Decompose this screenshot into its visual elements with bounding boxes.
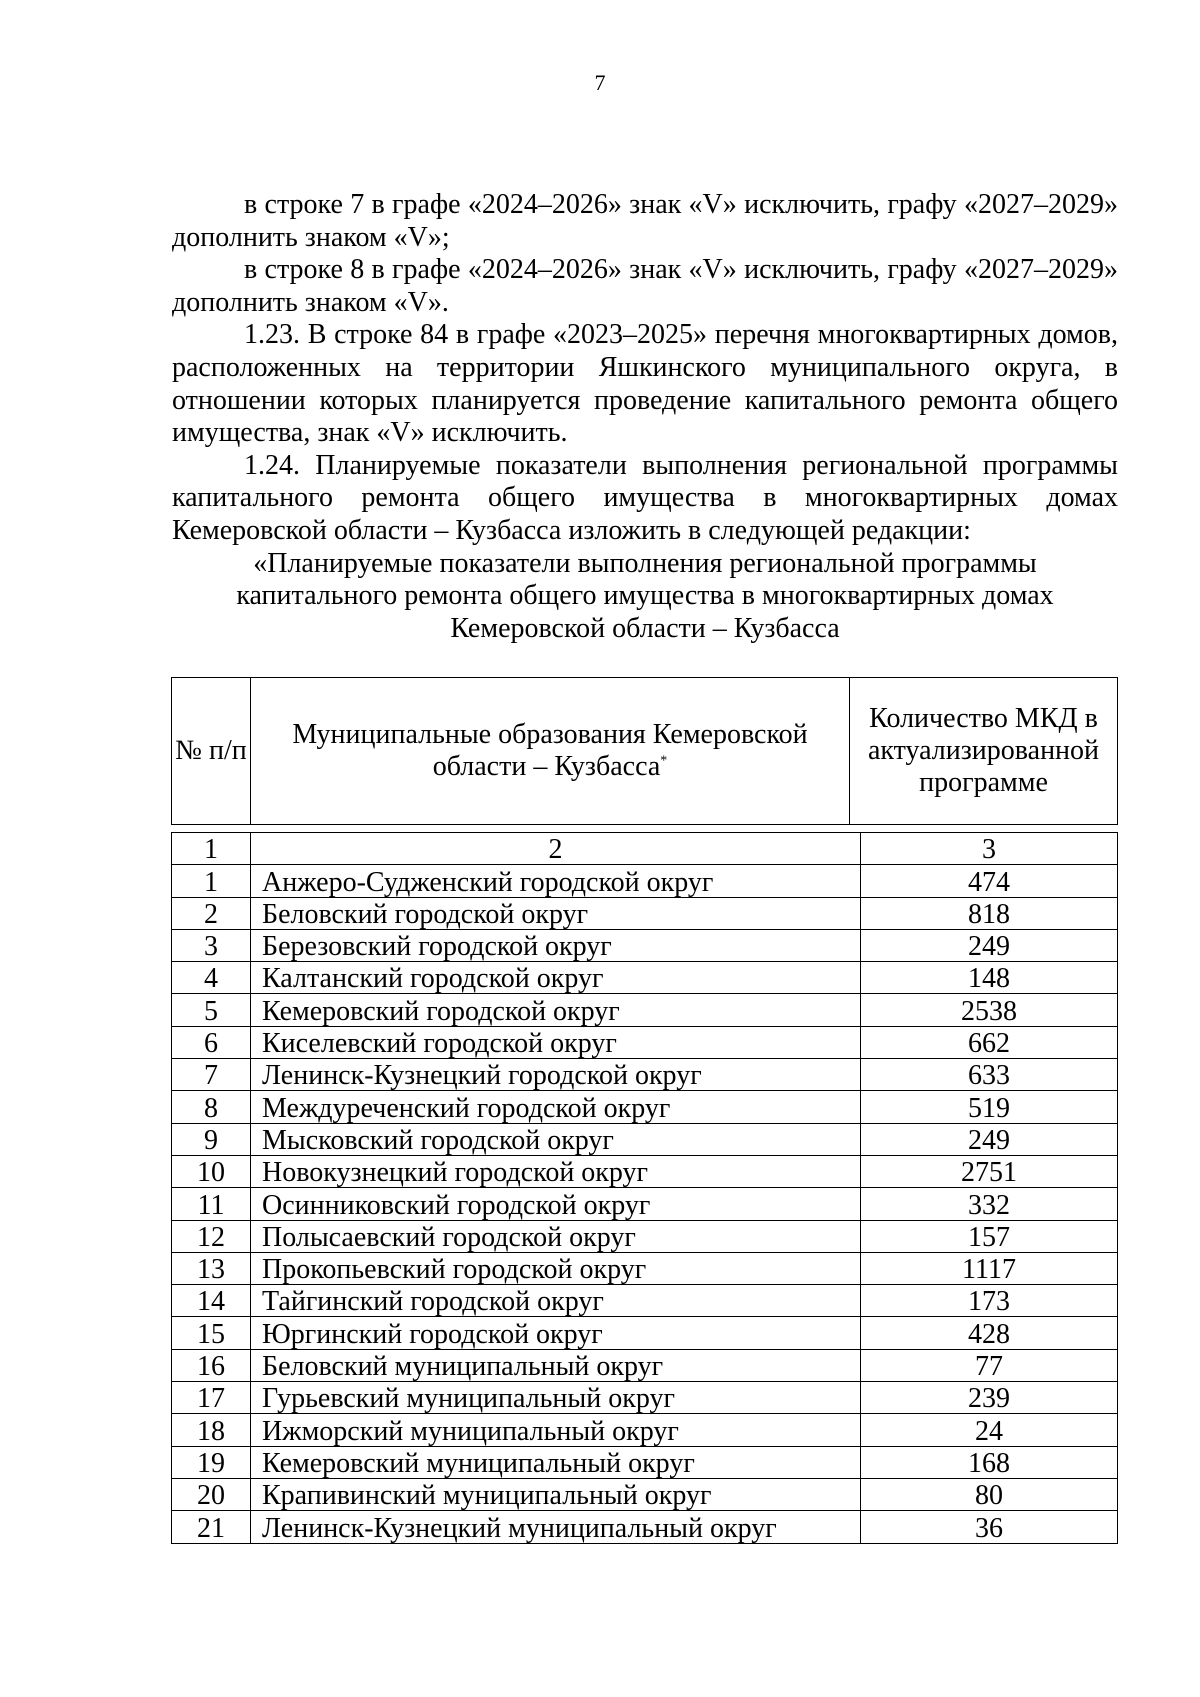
table-row: [172, 897, 1118, 929]
row-mkd-count: 633: [861, 1059, 1118, 1091]
row-number: 11: [172, 1188, 251, 1220]
row-mkd-count: 157: [861, 1220, 1118, 1252]
document-body: [172, 189, 1118, 645]
column-number-2: 2: [251, 833, 861, 865]
header-number-label: № п/п: [175, 735, 247, 766]
paragraph-1-23: 1.23. В строке 84 в графе «2023–2025» перечня многоквартирных домов, расположенных на территории Яшкинского муниципального округа, в отношении которых планируется проведение капитального ремонта общего имущества, знак «V» исключить.: [172, 319, 1118, 449]
row-municipality-name: Мысковский городской округ: [251, 1123, 861, 1155]
page-number: 7: [594, 70, 606, 95]
row-mkd-count: 239: [861, 1382, 1118, 1414]
row-municipality-name: Ижморский муниципальный округ: [251, 1414, 861, 1446]
row-number: 19: [172, 1446, 251, 1478]
table-row: [172, 1511, 1118, 1543]
row-number: 12: [172, 1220, 251, 1252]
row-mkd-count: 519: [861, 1091, 1118, 1123]
row-mkd-count: 249: [861, 1123, 1118, 1155]
row-number: 8: [172, 1091, 251, 1123]
row-mkd-count: 249: [861, 929, 1118, 961]
table-row: [172, 929, 1118, 961]
row-municipality-name: Гурьевский муниципальный округ: [251, 1382, 861, 1414]
table-row: [172, 1349, 1118, 1381]
table-row: [172, 1317, 1118, 1349]
row-mkd-count: 428: [861, 1317, 1118, 1349]
row-number: 4: [172, 962, 251, 994]
table-title-line-3: Кемеровской области – Кузбасса: [450, 612, 840, 644]
row-mkd-count: 2538: [861, 994, 1118, 1026]
row-number: 16: [172, 1349, 251, 1381]
table-row: [172, 1285, 1118, 1317]
row-municipality-name: Киселевский городской округ: [251, 1026, 861, 1058]
table-row: [172, 1188, 1118, 1220]
row-municipality-name: Анжеро-Судженский городской округ: [251, 865, 861, 897]
paragraph-1-24: 1.24. Планируемые показатели выполнения региональной программы капитального ремонта общего имущества в многоквартирных домах Кемеровской области – Кузбасса изложить в следующей редакции:: [172, 449, 1118, 546]
row-municipality-name: Беловский городской округ: [251, 897, 861, 929]
row-municipality-name: Березовский городской округ: [251, 929, 861, 961]
table-row: [172, 865, 1118, 897]
row-mkd-count: 24: [861, 1414, 1118, 1446]
row-municipality-name: Прокопьевский городской округ: [251, 1252, 861, 1284]
table-row: [172, 1091, 1118, 1123]
table-row: [172, 1382, 1118, 1414]
row-number: 17: [172, 1382, 251, 1414]
row-number: 18: [172, 1414, 251, 1446]
table-row: [172, 1026, 1118, 1058]
row-number: 14: [172, 1285, 251, 1317]
header-municipality-label: Муниципальные образования Кемеровской области – Кузбасса: [292, 719, 808, 782]
row-mkd-count: 474: [861, 865, 1118, 897]
table-row: [172, 1220, 1118, 1252]
row-number: 6: [172, 1026, 251, 1058]
row-number: 5: [172, 994, 251, 1026]
paragraph-row8: в строке 8 в графе «2024–2026» знак «V» исключить, графу «2027–2029» дополнить знаком «V».: [172, 254, 1118, 318]
row-municipality-name: Кемеровский муниципальный округ: [251, 1446, 861, 1478]
table-row: [172, 1059, 1118, 1091]
row-mkd-count: 80: [861, 1478, 1118, 1510]
row-number: 21: [172, 1511, 251, 1543]
row-number: 3: [172, 929, 251, 961]
row-number: 15: [172, 1317, 251, 1349]
header-count: [850, 678, 1118, 825]
table-row: [172, 1123, 1118, 1155]
row-mkd-count: 168: [861, 1446, 1118, 1478]
row-municipality-name: Тайгинский городской округ: [251, 1285, 861, 1317]
table-row: [172, 1414, 1118, 1446]
row-mkd-count: 662: [861, 1026, 1118, 1058]
row-municipality-name: Полысаевский городской округ: [251, 1220, 861, 1252]
row-municipality-name: Беловский муниципальный округ: [251, 1349, 861, 1381]
row-municipality-name: Новокузнецкий городской округ: [251, 1155, 861, 1187]
header-municipality: [251, 678, 850, 825]
table-row: [172, 994, 1118, 1026]
row-number: 2: [172, 897, 251, 929]
table-row: [172, 1252, 1118, 1284]
row-mkd-count: 1117: [861, 1252, 1118, 1284]
header-count-label: Количество МКД в актуализированной программе: [867, 703, 1100, 798]
row-municipality-name: Ленинск-Кузнецкий муниципальный округ: [251, 1511, 861, 1543]
row-mkd-count: 77: [861, 1349, 1118, 1381]
row-number: 10: [172, 1155, 251, 1187]
row-number: 7: [172, 1059, 251, 1091]
row-municipality-name: Кемеровский городской округ: [251, 994, 861, 1026]
header-number: [172, 678, 251, 825]
column-number-1: 1: [172, 833, 251, 865]
row-mkd-count: 148: [861, 962, 1118, 994]
header-row: [172, 678, 1118, 825]
column-number-3: 3: [861, 833, 1118, 865]
row-mkd-count: 332: [861, 1188, 1118, 1220]
data-table: [171, 832, 1118, 1544]
table-row: [172, 1478, 1118, 1510]
footnote-mark: *: [660, 753, 668, 769]
table-title-line-1: «Планируемые показатели выполнения региональной программы: [253, 547, 1037, 579]
row-municipality-name: Междуреченский городской округ: [251, 1091, 861, 1123]
table-row: [172, 1155, 1118, 1187]
table-header: [171, 677, 1118, 825]
row-mkd-count: 36: [861, 1511, 1118, 1543]
row-number: 1: [172, 865, 251, 897]
table-row: [172, 1446, 1118, 1478]
row-municipality-name: Крапивинский муниципальный округ: [251, 1478, 861, 1510]
paragraph-row7: в строке 7 в графе «2024–2026» знак «V» исключить, графу «2027–2029» дополнить знаком «V»;: [172, 189, 1118, 253]
row-mkd-count: 173: [861, 1285, 1118, 1317]
row-municipality-name: Юргинский городской округ: [251, 1317, 861, 1349]
row-municipality-name: Осинниковский городской округ: [251, 1188, 861, 1220]
row-municipality-name: Калтанский городской округ: [251, 962, 861, 994]
table-title-line-2: капитального ремонта общего имущества в многоквартирных домах: [236, 580, 1054, 612]
table-body: [172, 833, 1118, 1544]
row-mkd-count: 2751: [861, 1155, 1118, 1187]
table-row: [172, 962, 1118, 994]
row-municipality-name: Ленинск-Кузнецкий городской округ: [251, 1059, 861, 1091]
column-number-row: [172, 833, 1118, 865]
row-number: 20: [172, 1478, 251, 1510]
row-mkd-count: 818: [861, 897, 1118, 929]
row-number: 13: [172, 1252, 251, 1284]
row-number: 9: [172, 1123, 251, 1155]
